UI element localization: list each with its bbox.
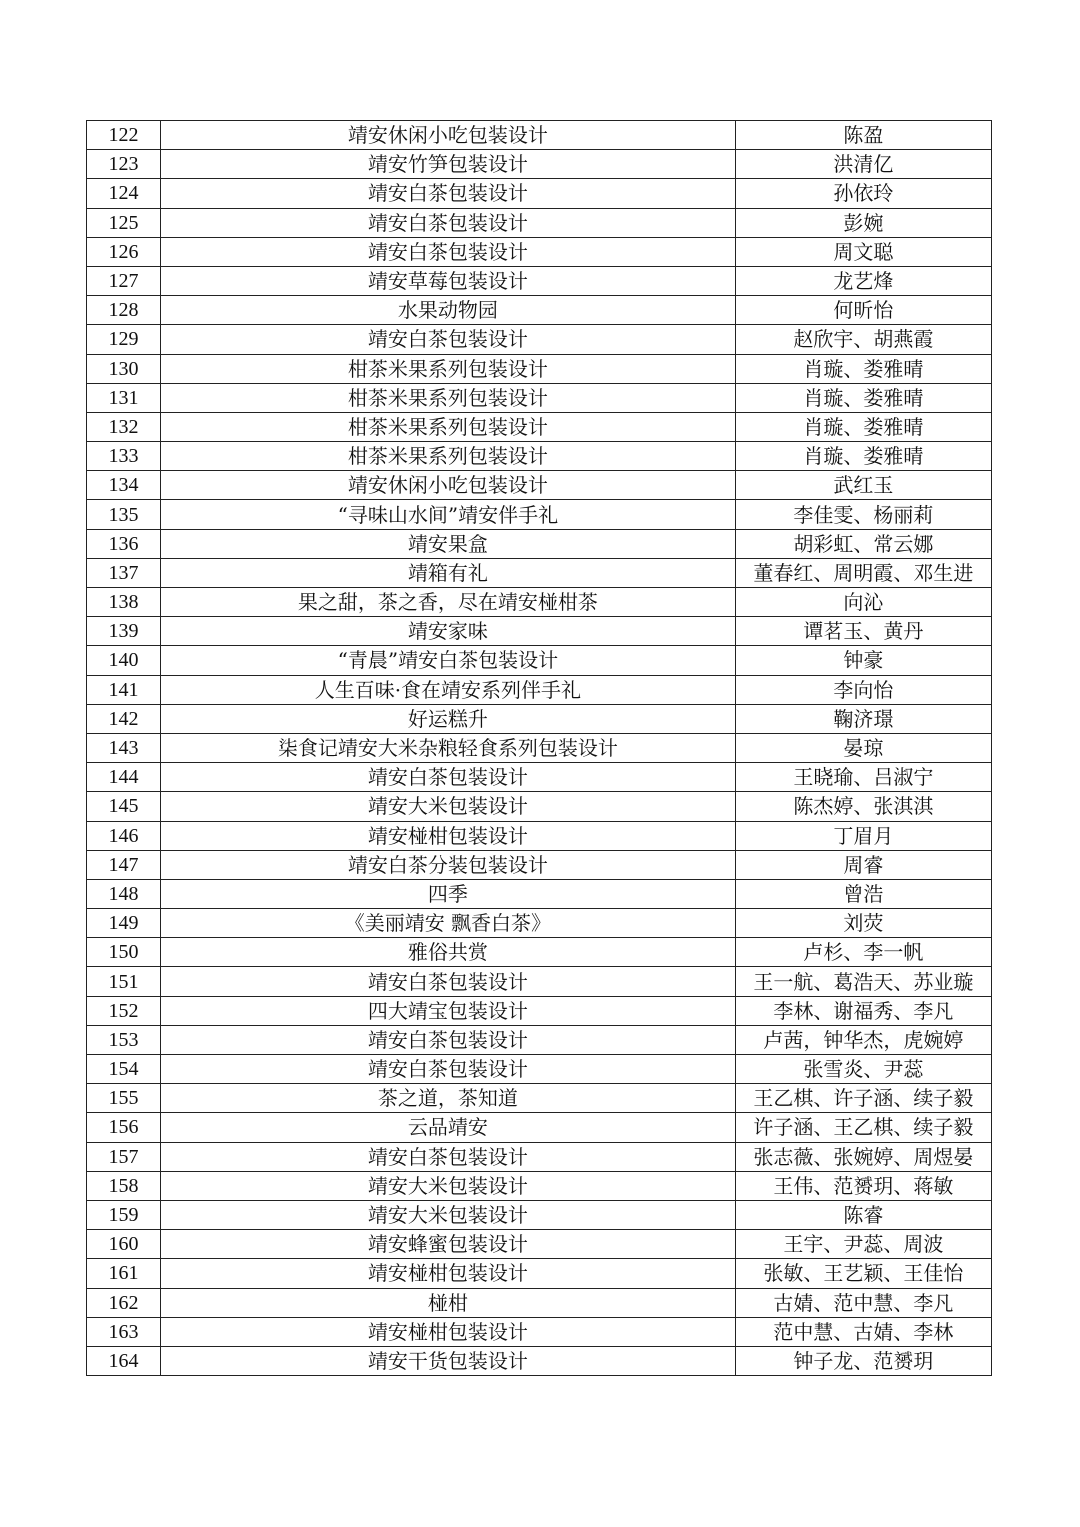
entry-authors-cell: 胡彩虹、常云娜 [735,529,991,558]
entry-number-cell: 141 [87,675,161,704]
entry-number-cell: 149 [87,909,161,938]
entry-title-cell: 靖安白茶包装设计 [161,179,736,208]
entry-authors-cell: 卢杉、李一帆 [735,938,991,967]
entry-title-cell: 靖安竹笋包装设计 [161,150,736,179]
table-row [87,1230,992,1259]
entry-number-cell: 146 [87,821,161,850]
table-row [87,1171,992,1200]
entry-number-cell: 135 [87,500,161,529]
entry-authors-cell: 王宇、尹蕊、周波 [735,1230,991,1259]
entry-number-cell: 161 [87,1259,161,1288]
entry-title-cell: 靖安白茶包装设计 [161,1055,736,1084]
entry-authors-cell: 张志薇、张婉婷、周煜晏 [735,1142,991,1171]
entry-authors-cell: 龙艺烽 [735,266,991,295]
entry-number-cell: 152 [87,996,161,1025]
entry-title-cell: 靖安椪柑包装设计 [161,1259,736,1288]
entry-title-cell: 靖安休闲小吃包装设计 [161,121,736,150]
entry-authors-cell: 孙依玲 [735,179,991,208]
entry-number-cell: 144 [87,763,161,792]
entry-authors-cell: 陈杰婷、张淇淇 [735,792,991,821]
entry-title-cell: 靖安椪柑包装设计 [161,1317,736,1346]
table-row [87,1084,992,1113]
entry-title-cell: “寻味山水间”靖安伴手礼 [161,500,736,529]
entry-number-cell: 123 [87,150,161,179]
table-row [87,529,992,558]
table-row [87,909,992,938]
entry-number-cell: 147 [87,850,161,879]
entry-title-cell: 靖安蜂蜜包装设计 [161,1230,736,1259]
table-row [87,354,992,383]
entry-number-cell: 154 [87,1055,161,1084]
entry-title-cell: 柑茶米果系列包装设计 [161,442,736,471]
entry-title-cell: 四大靖宝包装设计 [161,996,736,1025]
entry-number-cell: 137 [87,558,161,587]
entry-title-cell: 《美丽靖安 飘香白茶》 [161,909,736,938]
entry-number-cell: 134 [87,471,161,500]
table-row [87,150,992,179]
entry-authors-cell: 张雪炎、尹蕊 [735,1055,991,1084]
table-row [87,383,992,412]
entry-authors-cell: 古婧、范中慧、李凡 [735,1288,991,1317]
entry-title-cell: “青晨”靖安白茶包装设计 [161,646,736,675]
entry-title-cell: 靖安白茶包装设计 [161,237,736,266]
entry-authors-cell: 何昕怡 [735,296,991,325]
entry-number-cell: 157 [87,1142,161,1171]
entry-number-cell: 131 [87,383,161,412]
table-row [87,938,992,967]
entry-number-cell: 122 [87,121,161,150]
entry-number-cell: 155 [87,1084,161,1113]
table-row [87,412,992,441]
entry-authors-cell: 刘荧 [735,909,991,938]
table-row [87,1200,992,1229]
entry-number-cell: 125 [87,208,161,237]
table-row [87,967,992,996]
table-row [87,208,992,237]
entry-authors-cell: 卢茜，钟华杰，虎婉婷 [735,1025,991,1054]
entry-title-cell: 柑茶米果系列包装设计 [161,412,736,441]
table-row [87,675,992,704]
table-row [87,471,992,500]
entry-title-cell: 柒食记靖安大米杂粮轻食系列包装设计 [161,733,736,762]
table-row [87,996,992,1025]
entry-authors-cell: 谭茗玉、黄丹 [735,617,991,646]
entry-number-cell: 151 [87,967,161,996]
table-row [87,646,992,675]
entry-authors-cell: 武红玉 [735,471,991,500]
entry-title-cell: 靖安白茶包装设计 [161,1142,736,1171]
entry-authors-cell: 肖璇、娄雅晴 [735,383,991,412]
entry-title-cell: 柑茶米果系列包装设计 [161,383,736,412]
table-row [87,821,992,850]
entry-authors-cell: 王伟、范赟玥、蒋敏 [735,1171,991,1200]
table-row [87,704,992,733]
entry-authors-cell: 晏琼 [735,733,991,762]
table-row [87,1346,992,1375]
entry-number-cell: 158 [87,1171,161,1200]
entry-title-cell: 靖安大米包装设计 [161,1171,736,1200]
table-row [87,1317,992,1346]
entry-number-cell: 130 [87,354,161,383]
entry-authors-cell: 李向怡 [735,675,991,704]
table-row [87,500,992,529]
table-row [87,558,992,587]
entry-authors-cell: 赵欣宇、胡燕霞 [735,325,991,354]
entry-title-cell: 靖安草莓包装设计 [161,266,736,295]
entry-authors-cell: 范中慧、古婧、李林 [735,1317,991,1346]
table-row [87,1288,992,1317]
entry-title-cell: 果之甜，茶之香，尽在靖安椪柑茶 [161,588,736,617]
entry-number-cell: 145 [87,792,161,821]
entry-number-cell: 142 [87,704,161,733]
entry-authors-cell: 陈睿 [735,1200,991,1229]
entry-number-cell: 160 [87,1230,161,1259]
entry-title-cell: 靖安大米包装设计 [161,1200,736,1229]
entry-title-cell: 云品靖安 [161,1113,736,1142]
entry-authors-cell: 张敏、王艺颖、王佳怡 [735,1259,991,1288]
table-row [87,1113,992,1142]
table-row [87,763,992,792]
entry-title-cell: 靖安椪柑包装设计 [161,821,736,850]
table-row [87,792,992,821]
table-row [87,121,992,150]
entry-number-cell: 162 [87,1288,161,1317]
entry-title-cell: 椪柑 [161,1288,736,1317]
entry-authors-cell: 丁眉月 [735,821,991,850]
table-row [87,588,992,617]
entry-number-cell: 148 [87,879,161,908]
table-row [87,266,992,295]
entry-authors-cell: 肖璇、娄雅晴 [735,412,991,441]
table-row [87,442,992,471]
entry-title-cell: 靖安果盒 [161,529,736,558]
entry-authors-cell: 曾浩 [735,879,991,908]
entry-title-cell: 靖安白茶分装包装设计 [161,850,736,879]
entry-authors-cell: 周文聪 [735,237,991,266]
table-row [87,617,992,646]
entry-title-cell: 靖安休闲小吃包装设计 [161,471,736,500]
entry-number-cell: 138 [87,588,161,617]
entry-number-cell: 140 [87,646,161,675]
entry-number-cell: 143 [87,733,161,762]
table-row [87,879,992,908]
entry-authors-cell: 向沁 [735,588,991,617]
entry-number-cell: 156 [87,1113,161,1142]
entry-title-cell: 靖安大米包装设计 [161,792,736,821]
entry-title-cell: 靖安家味 [161,617,736,646]
entry-authors-cell: 钟子龙、范赟玥 [735,1346,991,1375]
entry-number-cell: 139 [87,617,161,646]
entry-title-cell: 人生百味·食在靖安系列伴手礼 [161,675,736,704]
entry-title-cell: 靖安白茶包装设计 [161,967,736,996]
entry-number-cell: 159 [87,1200,161,1229]
entry-authors-cell: 洪清亿 [735,150,991,179]
entry-title-cell: 四季 [161,879,736,908]
table-row [87,179,992,208]
entry-title-cell: 柑茶米果系列包装设计 [161,354,736,383]
entry-authors-cell: 鞠济璟 [735,704,991,733]
entry-title-cell: 靖安白茶包装设计 [161,763,736,792]
entry-title-cell: 茶之道，茶知道 [161,1084,736,1113]
entry-authors-cell: 钟豪 [735,646,991,675]
entry-number-cell: 163 [87,1317,161,1346]
entry-number-cell: 133 [87,442,161,471]
table-row [87,237,992,266]
entry-number-cell: 127 [87,266,161,295]
entry-number-cell: 124 [87,179,161,208]
entry-title-cell: 靖安干货包装设计 [161,1346,736,1375]
entry-authors-cell: 李林、谢福秀、李凡 [735,996,991,1025]
table-row [87,1055,992,1084]
entry-authors-cell: 董春红、周明霞、邓生进 [735,558,991,587]
entry-number-cell: 128 [87,296,161,325]
table-row [87,296,992,325]
entry-authors-cell: 王晓瑜、吕淑宁 [735,763,991,792]
entry-number-cell: 129 [87,325,161,354]
table-row [87,733,992,762]
entry-authors-cell: 周睿 [735,850,991,879]
entry-number-cell: 136 [87,529,161,558]
entry-authors-cell: 陈盈 [735,121,991,150]
table-row [87,1025,992,1054]
entry-authors-cell: 李佳雯、杨丽莉 [735,500,991,529]
entry-title-cell: 靖安白茶包装设计 [161,325,736,354]
entry-title-cell: 靖箱有礼 [161,558,736,587]
table-row [87,1259,992,1288]
entry-title-cell: 靖安白茶包装设计 [161,208,736,237]
entry-title-cell: 好运糕升 [161,704,736,733]
entry-number-cell: 153 [87,1025,161,1054]
entry-authors-cell: 彭婉 [735,208,991,237]
table-row [87,1142,992,1171]
entry-number-cell: 150 [87,938,161,967]
entry-authors-cell: 许子涵、王乙棋、续子毅 [735,1113,991,1142]
entry-authors-cell: 王一航、葛浩天、苏业璇 [735,967,991,996]
entry-title-cell: 水果动物园 [161,296,736,325]
entry-title-cell: 雅俗共赏 [161,938,736,967]
entry-number-cell: 126 [87,237,161,266]
entries-table [86,120,992,1376]
entries-table-body [87,121,992,1376]
entry-number-cell: 164 [87,1346,161,1375]
entry-authors-cell: 肖璇、娄雅晴 [735,354,991,383]
entry-authors-cell: 肖璇、娄雅晴 [735,442,991,471]
table-row [87,325,992,354]
table-row [87,850,992,879]
entry-title-cell: 靖安白茶包装设计 [161,1025,736,1054]
entry-authors-cell: 王乙棋、许子涵、续子毅 [735,1084,991,1113]
entry-number-cell: 132 [87,412,161,441]
